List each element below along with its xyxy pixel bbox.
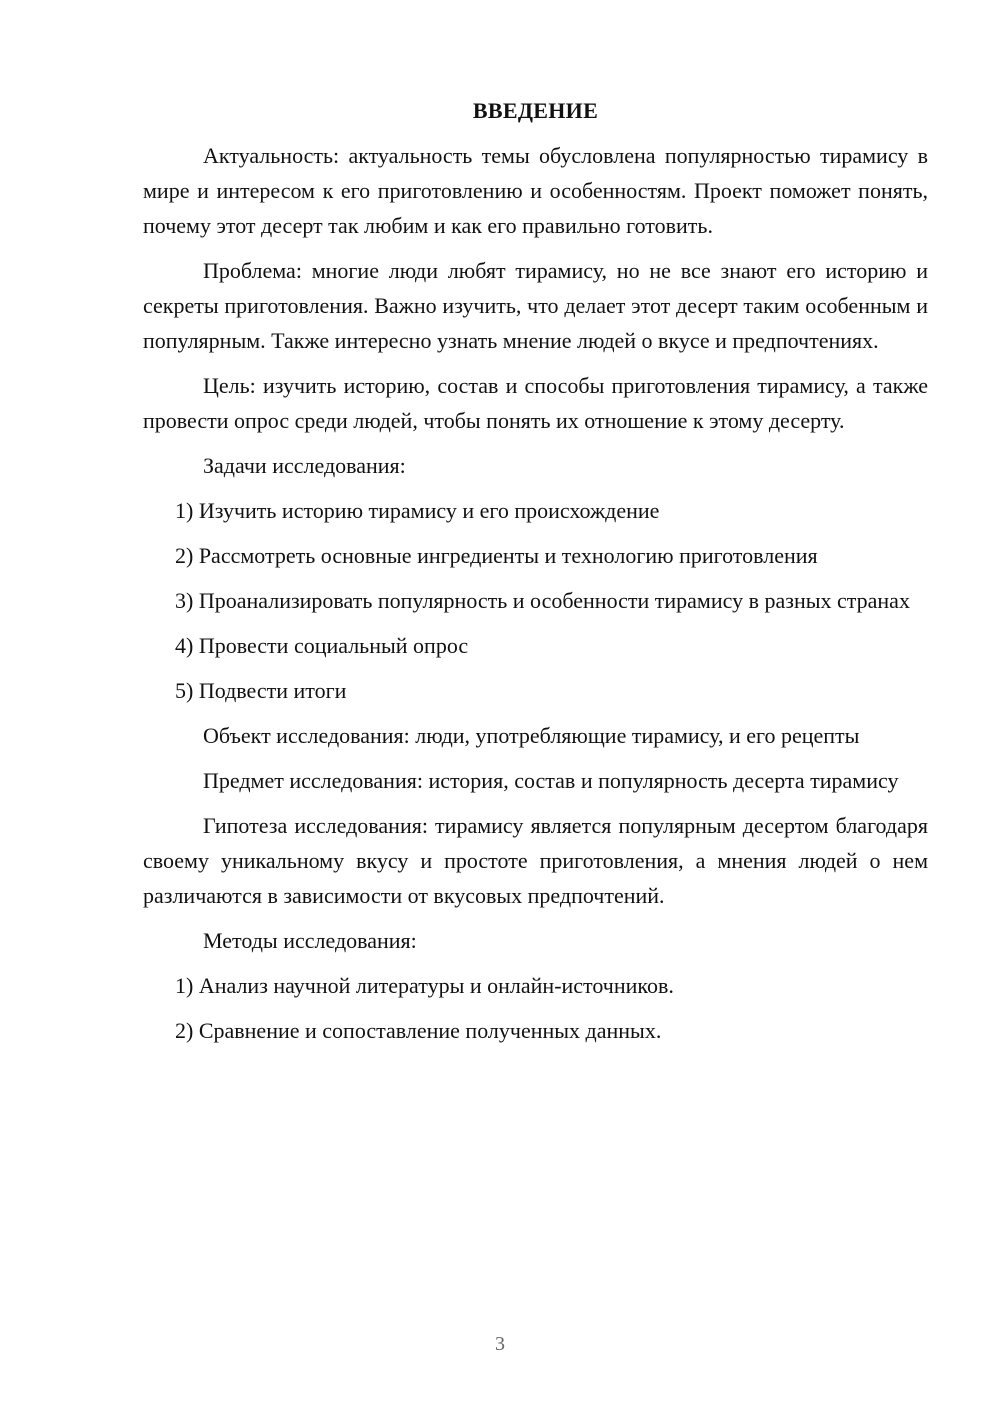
method-item: 2) Сравнение и сопоставление полученных данных.	[175, 1018, 662, 1043]
task-item: 4) Провести социальный опрос	[175, 633, 469, 658]
document-page	[143, 96, 928, 1058]
task-item: 5) Подвести итоги	[175, 678, 347, 703]
problem-paragraph: Проблема: многие люди любят тирамису, но не все знают его историю и секреты приготовления. Важно изучить, что делает этот десерт таким особенным и популярным. Также интересно узнать мнение людей о вкусе и предпочтениях.	[143, 258, 928, 353]
section-heading: ВВЕДЕНИЕ	[472, 98, 599, 123]
task-item: 2) Рассмотреть основные ингредиенты и технологию приготовления	[175, 543, 818, 568]
goal-paragraph: Цель: изучить историю, состав и способы приготовления тирамису, а также провести опрос среди людей, чтобы понять их отношение к этому десерту.	[143, 373, 928, 433]
methods-label: Методы исследования:	[203, 928, 417, 953]
tasks-label: Задачи исследования:	[203, 453, 406, 478]
methods-list	[143, 968, 928, 1048]
tasks-list	[143, 493, 928, 708]
task-item: 1) Изучить историю тирамису и его происхождение	[175, 498, 660, 523]
hypothesis-paragraph: Гипотеза исследования: тирамису является популярным десертом благодаря своему уникальному вкусу и простоте приготовления, а мнения людей о нем различаются в зависимости от вкусовых предпочтений.	[143, 813, 928, 908]
method-item: 1) Анализ научной литературы и онлайн-источников.	[175, 973, 674, 998]
relevance-paragraph: Актуальность: актуальность темы обусловлена популярностью тирамису в мире и интересом к его приготовлению и особенностям. Проект поможет понять, почему этот десерт так любим и как его правильно готовить.	[143, 143, 928, 238]
task-item: 3) Проанализировать популярность и особенности тирамису в разных странах	[175, 588, 910, 613]
subject-paragraph: Предмет исследования: история, состав и популярность десерта тирамису	[203, 768, 899, 793]
object-paragraph: Объект исследования: люди, употребляющие тирамису, и его рецепты	[203, 723, 860, 748]
page-number: 3	[495, 1333, 505, 1355]
